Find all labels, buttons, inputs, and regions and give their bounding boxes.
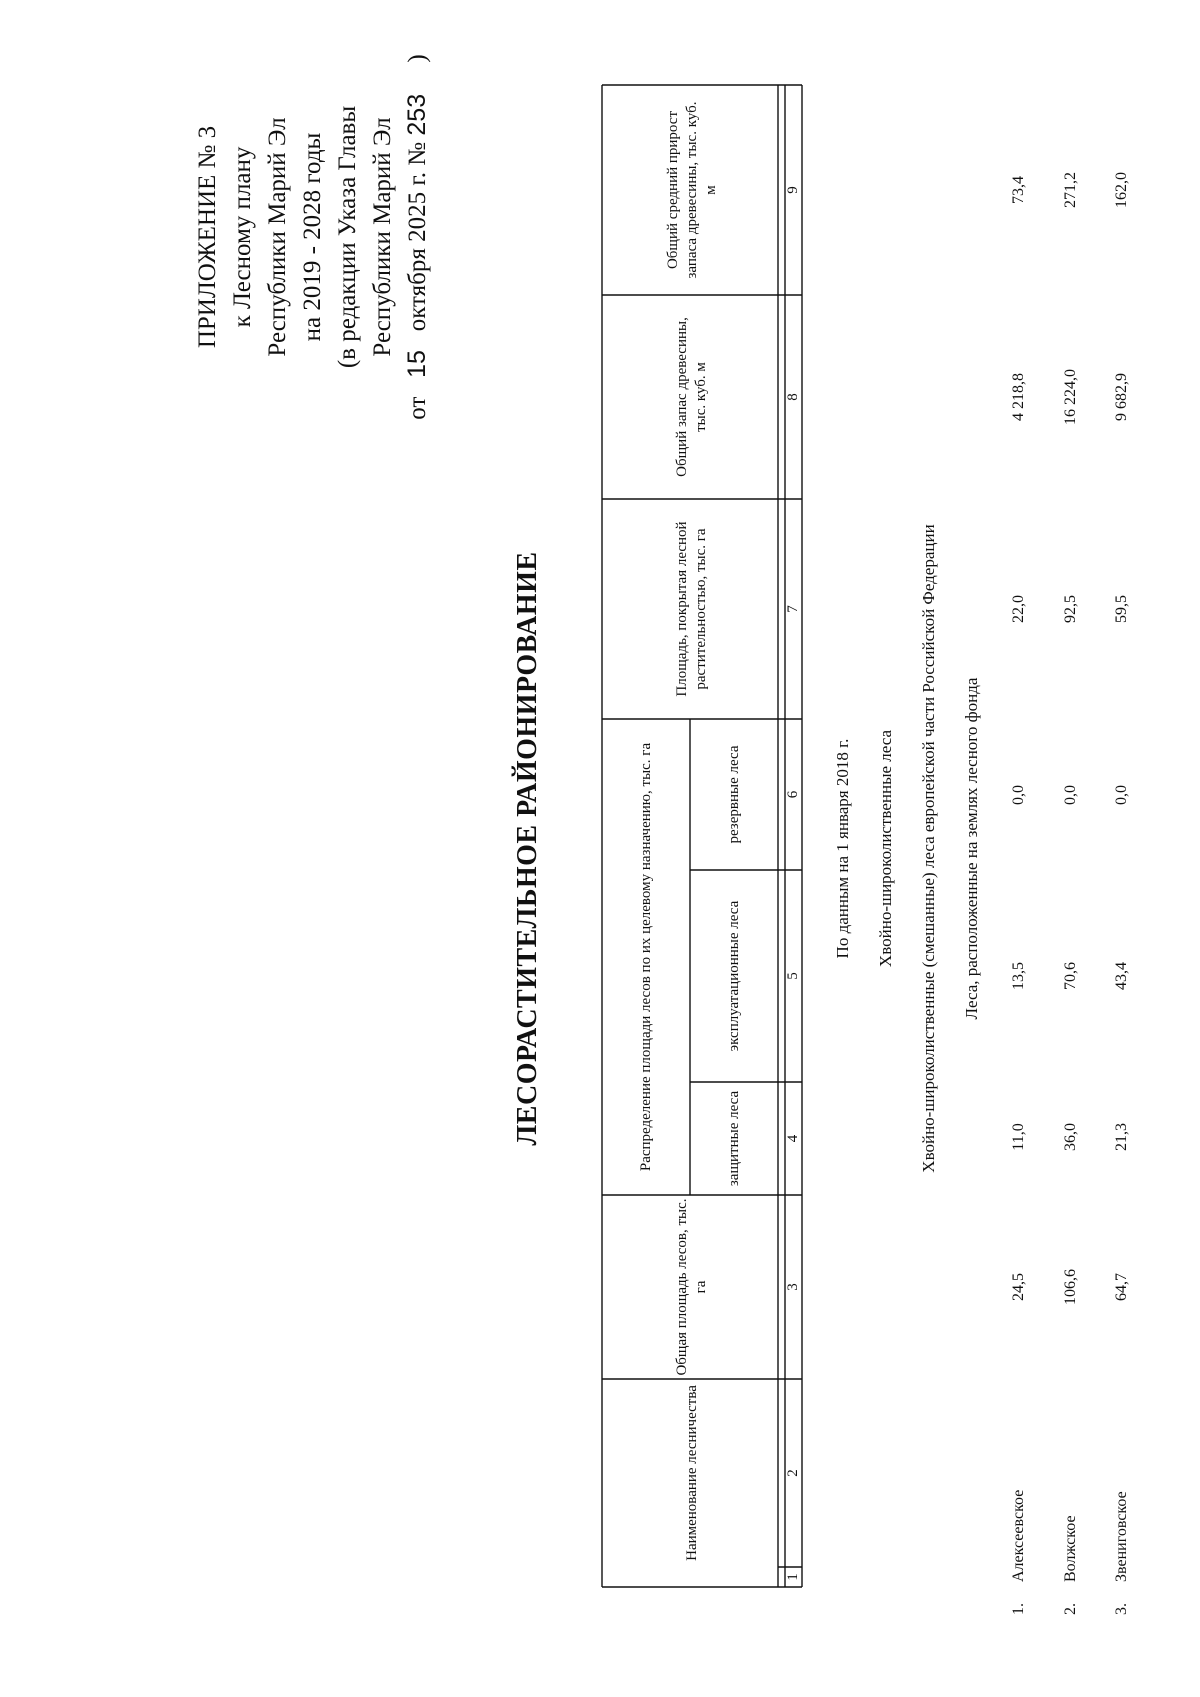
forest-zone-label: Хвойно-широколиственные леса: [876, 729, 895, 968]
date-prefix: от: [404, 396, 431, 420]
row-1-total: 24,5: [1010, 1273, 1027, 1301]
header-stock: Общий запас древесины, тыс. куб. м: [674, 317, 709, 477]
row-3-protective: 21,3: [1113, 1123, 1130, 1151]
header-covered-area: Площадь, покрытая лесной растительностью, тыс. га: [674, 521, 709, 697]
column-number-4: 4: [784, 1134, 801, 1143]
column-number-8: 8: [784, 393, 801, 401]
row-2-number: 2.: [1062, 1603, 1079, 1615]
date-middle: октября 2025 г. №: [404, 141, 431, 332]
header-growth: Общий средний прирост запаса древесины, тыс. куб. м: [664, 101, 719, 279]
appendix-republic-2: Республики Марий Эл: [369, 117, 396, 357]
row-1-stock: 4 218,8: [1010, 373, 1027, 421]
row-1-protective: 11,0: [1010, 1123, 1027, 1151]
header-name: Наименование лесничества: [683, 1385, 700, 1561]
row-2-growth: 271,2: [1062, 172, 1079, 208]
row-2-stock: 16 224,0: [1062, 369, 1079, 425]
row-2-total: 106,6: [1062, 1269, 1079, 1305]
row-1-growth: 73,4: [1010, 176, 1027, 204]
page-title: ЛЕСОРАСТИТЕЛЬНОЕ РАЙОНИРОВАНИЕ: [512, 551, 543, 1146]
row-1-number: 1.: [1010, 1603, 1027, 1615]
row-3-name: Звениговское: [1113, 1491, 1130, 1582]
row-2-reserve: 0,0: [1062, 785, 1079, 805]
forest-lands-label: Леса, расположенные на землях лесного фонда: [962, 677, 981, 1020]
column-number-2: 2: [784, 1469, 801, 1477]
row-3-total: 64,7: [1113, 1273, 1130, 1301]
header-total-area: Общая площадь лесов, тыс. га: [674, 1198, 709, 1376]
column-number-5: 5: [784, 972, 801, 980]
appendix-period: на 2019 - 2028 годы: [299, 132, 326, 342]
row-2-protective: 36,0: [1062, 1123, 1079, 1151]
header-distribution: Распределение площади лесов по их целевому назначению, тыс. га: [637, 742, 654, 1172]
decree-number: 253: [403, 93, 431, 136]
column-number-6: 6: [784, 790, 801, 799]
row-2-covered: 92,5: [1062, 595, 1079, 623]
row-3-exploitable: 43,4: [1113, 962, 1130, 990]
row-3-growth: 162,0: [1113, 172, 1130, 208]
column-number-1: 1: [784, 1573, 801, 1581]
column-number-3: 3: [784, 1283, 801, 1291]
appendix-edition: (в редакции Указа Главы: [334, 105, 361, 369]
column-number-7: 7: [784, 605, 801, 613]
row-2-name: Волжское: [1062, 1515, 1079, 1582]
row-3-stock: 9 682,9: [1113, 373, 1130, 421]
row-1-exploitable: 13,5: [1010, 962, 1027, 990]
row-3-number: 3.: [1113, 1603, 1130, 1615]
column-number-9: 9: [784, 186, 801, 194]
forest-region-label: Хвойно-широколиственные (смешанные) леса европейской части Российской Федерации: [919, 524, 938, 1173]
data-date-note: По данным на 1 января 2018 г.: [833, 738, 852, 959]
date-day: 15: [403, 350, 431, 378]
row-2-exploitable: 70,6: [1062, 962, 1079, 990]
row-1-covered: 22,0: [1010, 595, 1027, 623]
header-protective: защитные леса: [725, 1090, 742, 1187]
header-exploitable: эксплуатационные леса: [725, 900, 742, 1052]
row-1-reserve: 0,0: [1010, 785, 1027, 805]
appendix-number: ПРИЛОЖЕНИЕ № 3: [194, 125, 221, 349]
header-reserve: резервные леса: [725, 745, 742, 844]
row-3-covered: 59,5: [1113, 595, 1130, 623]
date-suffix: ): [404, 54, 431, 63]
row-1-name: Алексеевское: [1010, 1489, 1027, 1582]
appendix-reference: к Лесному плану: [229, 146, 256, 328]
appendix-republic: Республики Марий Эл: [264, 117, 291, 357]
row-3-reserve: 0,0: [1113, 785, 1130, 805]
